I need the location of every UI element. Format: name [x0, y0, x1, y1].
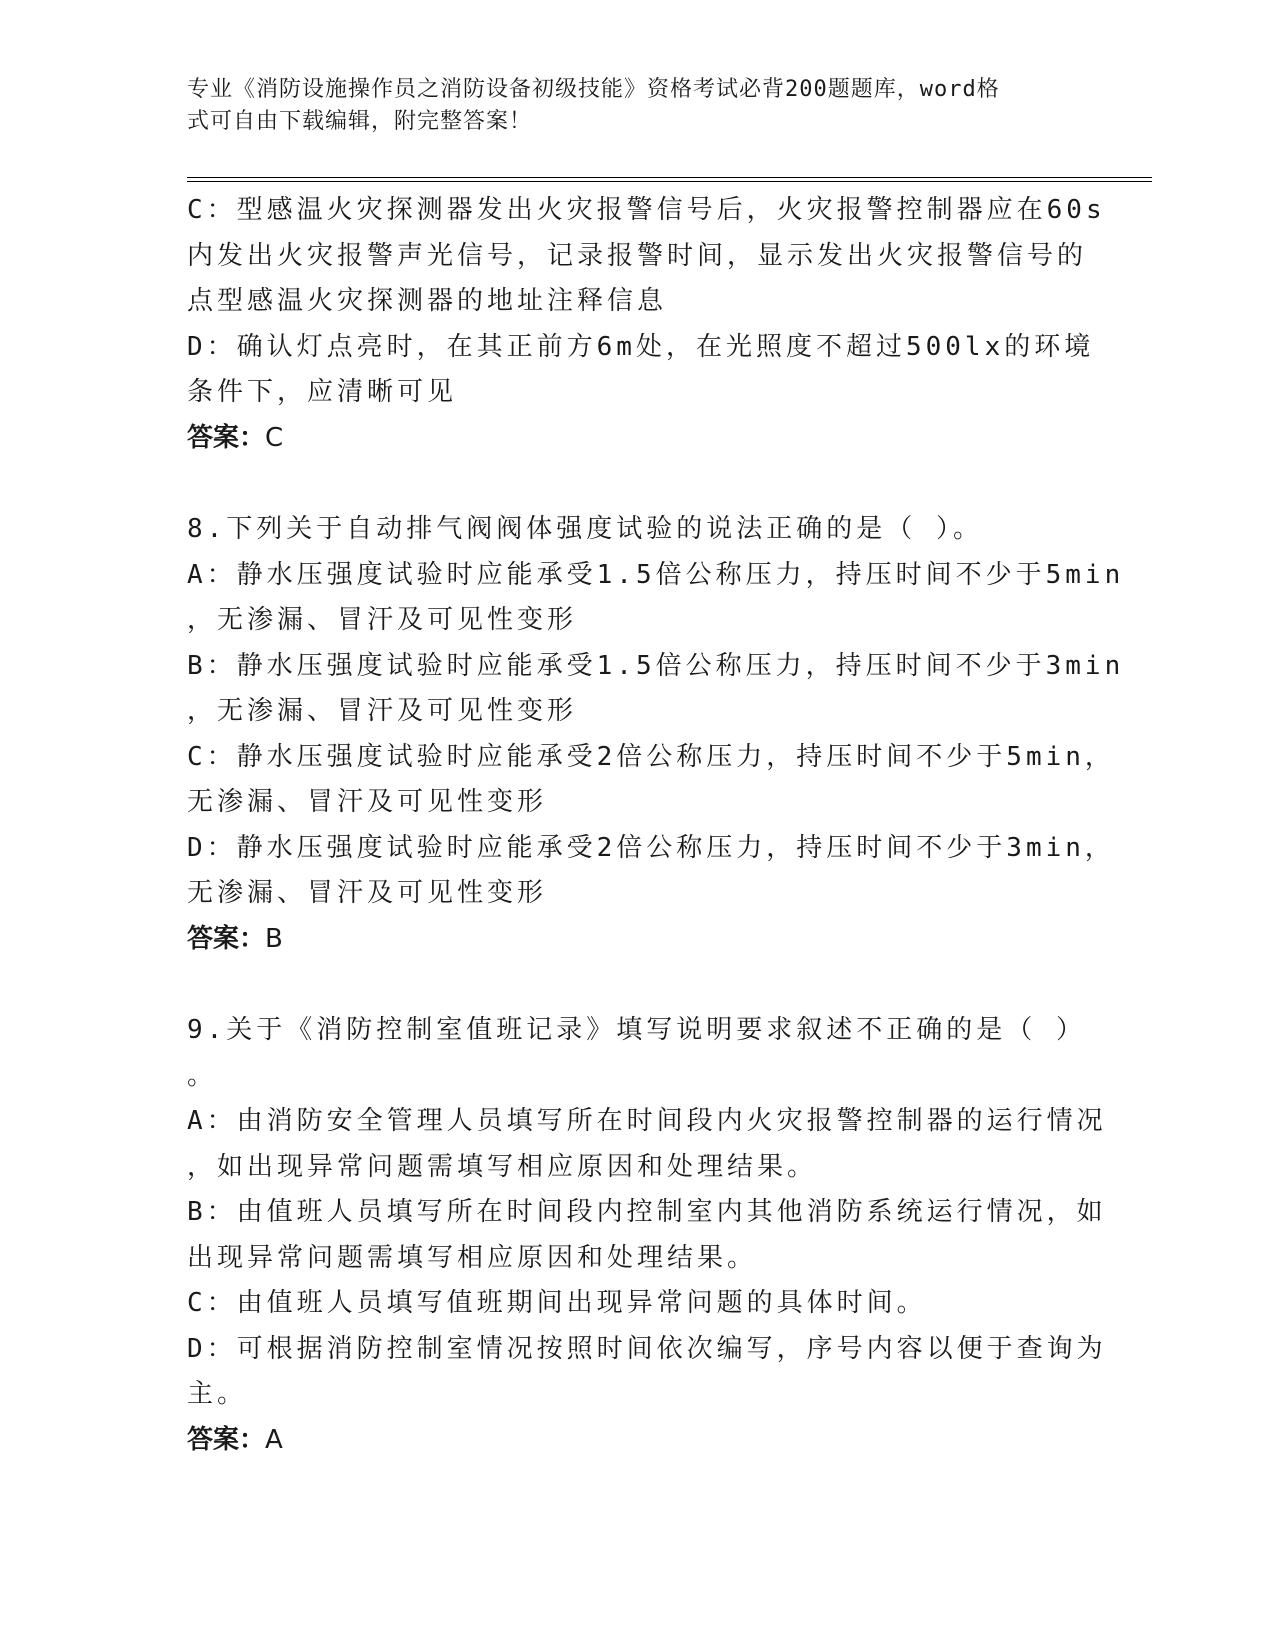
answer-label: 答案：	[187, 1424, 266, 1455]
q8-answer	[187, 917, 1087, 963]
answer-value: B	[265, 923, 283, 954]
q7-option-d-line: 条件下，应清晰可见	[187, 377, 458, 407]
q9-option-d	[187, 1327, 1107, 1418]
q9-option-d-line: 主。	[187, 1379, 248, 1409]
question-7	[187, 188, 1106, 461]
q9-option-b	[187, 1190, 1107, 1281]
q8-option-d-line: 无渗漏、冒汗及可见性变形	[187, 878, 548, 908]
q9-option-b-line: 出现异常问题需填写相应原因和处理结果。	[187, 1242, 758, 1273]
q7-option-c	[187, 188, 1106, 325]
answer-value: C	[265, 422, 284, 453]
header-line-2: 式可自由下载编辑，附完整答案！	[187, 109, 533, 134]
question-content	[187, 188, 1125, 1463]
q9-option-a-line: ，如出现异常问题需填写相应原因和处理结果。	[187, 1151, 818, 1182]
q7-option-d-line: D：确认灯点亮时，在其正前方6m处，在光照度不超过500lx的环境	[187, 331, 1095, 362]
q9-option-a	[187, 1099, 1107, 1190]
answer-label: 答案：	[187, 923, 266, 954]
q7-option-c-line: 点型感温火灾探测器的地址注释信息	[187, 286, 668, 316]
q8-option-a	[187, 553, 1125, 644]
q8-option-c-line: C：静水压强度试验时应能承受2倍公称压力，持压时间不少于5min，	[187, 741, 1115, 772]
q9-option-c	[187, 1281, 1087, 1327]
q8-option-d-line: D：静水压强度试验时应能承受2倍公称压力，持压时间不少于3min，	[187, 832, 1115, 863]
q7-option-c-line: 内发出火灾报警声光信号，记录报警时间，显示发出火灾报警信号的	[187, 240, 1088, 271]
q9-option-c-line: C：由值班人员填写值班期间出现异常问题的具体时间。	[187, 1288, 927, 1318]
q8-option-a-line: A：静水压强度试验时应能承受1.5倍公称压力，持压时间不少于5min	[187, 559, 1125, 590]
answer-value: A	[265, 1424, 283, 1455]
header-divider	[187, 177, 1152, 182]
q7-answer	[187, 416, 1087, 462]
q8-option-b-line: B：静水压强度试验时应能承受1.5倍公称压力，持压时间不少于3min	[187, 650, 1125, 681]
answer-label: 答案：	[187, 422, 266, 453]
q9-question-line: 。	[187, 1060, 218, 1091]
question-8	[187, 507, 1125, 962]
q9-question-line: 9.关于《消防控制室值班记录》填写说明要求叙述不正确的是（ ）	[187, 1015, 1086, 1045]
header-line-1: 专业《消防设施操作员之消防设备初级技能》资格考试必背200题题库，word格	[187, 77, 1000, 102]
q7-option-c-line: C：型感温火灾探测器发出火灾报警信号后，火灾报警控制器应在60s	[187, 195, 1106, 225]
q8-option-b-line: ，无渗漏、冒汗及可见性变形	[187, 696, 578, 726]
spacer	[187, 962, 1087, 1008]
q7-option-d	[187, 325, 1095, 416]
question-9	[187, 1008, 1107, 1463]
q8-option-c-line: 无渗漏、冒汗及可见性变形	[187, 787, 548, 817]
q9-option-b-line: B：由值班人员填写所在时间段内控制室内其他消防系统运行情况，如	[187, 1197, 1107, 1227]
q8-option-d	[187, 826, 1115, 917]
spacer	[187, 461, 1087, 507]
q9-answer	[187, 1418, 1087, 1464]
q8-option-c	[187, 735, 1115, 826]
document-header	[187, 74, 1087, 138]
q8-question: 8.下列关于自动排气阀阀体强度试验的说法正确的是（ ）。	[187, 514, 983, 544]
q9-option-a-line: A：由消防安全管理人员填写所在时间段内火灾报警控制器的运行情况	[187, 1106, 1107, 1136]
q8-option-a-line: ，无渗漏、冒汗及可见性变形	[187, 605, 578, 635]
q9-option-d-line: D：可根据消防控制室情况按照时间依次编写，序号内容以便于查询为	[187, 1333, 1107, 1364]
q8-option-b	[187, 644, 1125, 735]
